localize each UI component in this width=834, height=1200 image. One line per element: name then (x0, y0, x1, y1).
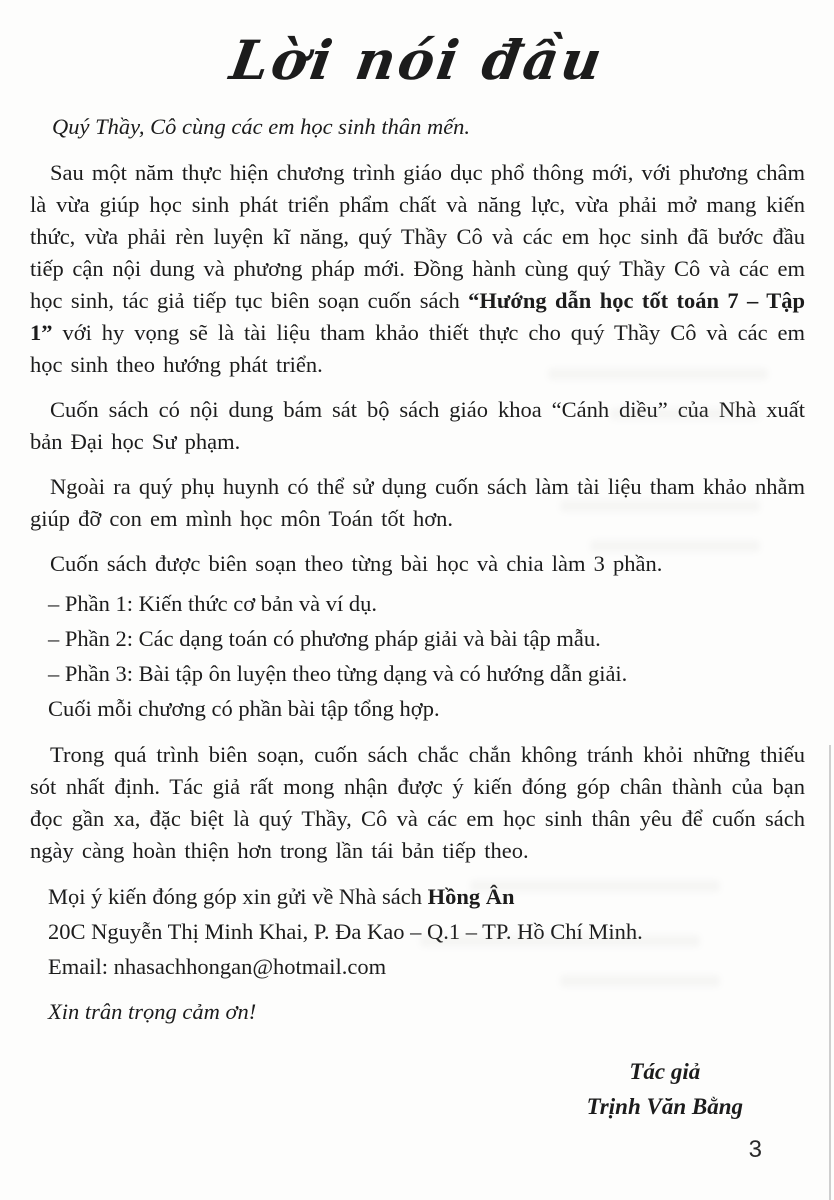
paragraph-parents: Ngoài ra quý phụ huynh có thể sử dụng cuốn sách làm tài liệu tham khảo nhằm giúp đỡ con em mình học môn Toán tốt hơn. (30, 474, 805, 531)
paragraph-feedback: Trong quá trình biên soạn, cuốn sách chắc chắn không tránh khỏi những thiếu sót nhất định. Tác giả rất mong nhận được ý kiến đóng góp chân thành của bạn đọc gần xa, đặc biệt là quý Thầy, Cô và các em học sinh thân yêu để cuốn sách ngày càng hoàn thiện hơn trong lần tái bản tiếp theo. (30, 742, 805, 863)
signature-block (587, 1054, 743, 1124)
contact-line-address: 20C Nguyễn Thị Minh Khai, P. Đa Kao – Q.1 – TP. Hồ Chí Minh. (48, 919, 643, 944)
contact-block (30, 879, 805, 984)
paragraph-intro-pre: Sau một năm thực hiện chương trình giáo dục phổ thông mới, với phương châm là vừa giúp học sinh phát triển phẩm chất và năng lực, vừa phải mở mang kiến thức, vừa phải rèn luyện kĩ năng, quý Thầy Cô và các em học sinh đã bước đầu tiếp cận nội dung và phương pháp mới. Đồng hành cùng quý Thầy Cô và các em học sinh, tác giả tiếp tục biên soạn cuốn sách (30, 160, 805, 313)
list-item-part-1: – Phần 1: Kiến thức cơ bản và ví dụ. (48, 591, 378, 616)
bleed-through-artifact (610, 408, 760, 420)
list-item-chapter-note: Cuối mỗi chương có phần bài tập tổng hợp. (48, 696, 440, 721)
bleed-through-artifact (420, 935, 700, 947)
contact-line-email: Email: nhasachhongan@hotmail.com (48, 954, 387, 979)
paragraph-intro-post: với hy vọng sẽ là tài liệu tham khảo thiết thực cho quý Thầy Cô và các em học sinh theo hướng phát triển. (30, 320, 805, 377)
list-item-part-2: – Phần 2: Các dạng toán có phương pháp giải và bài tập mẫu. (48, 626, 601, 651)
closing-line: Xin trân trọng cảm ơn! (48, 999, 257, 1024)
contact-line-bookstore-text: Mọi ý kiến đóng góp xin gửi về Nhà sách (48, 884, 428, 909)
bleed-through-artifact (560, 500, 760, 512)
book-title-inline: “Hướng dẫn học tốt toán 7 – Tập 1” (30, 288, 805, 345)
paragraph-structure: Cuốn sách được biên soạn theo từng bài học và chia làm 3 phần. (50, 551, 663, 576)
page-number: 3 (748, 1136, 762, 1163)
bleed-through-artifact (560, 975, 720, 987)
bookstore-name: Hồng Ân (427, 884, 515, 909)
list-item-part-3: – Phần 3: Bài tập ôn luyện theo từng dạng và có hướng dẫn giải. (48, 661, 628, 686)
paragraph-intro (30, 157, 805, 381)
paragraph-canh-dieu: Cuốn sách có nội dung bám sát bộ sách giáo khoa “Cánh diều” của Nhà xuất bản Đại học Sư phạm. (30, 397, 805, 454)
bleed-through-artifact (548, 368, 768, 380)
scan-edge-artifact (829, 745, 831, 1200)
signature-role: Tác giả (629, 1059, 701, 1084)
signature-name: Trịnh Văn Bằng (586, 1094, 743, 1119)
greeting-line: Quý Thầy, Cô cùng các em học sinh thân mến. (52, 114, 471, 139)
bleed-through-artifact (470, 880, 720, 892)
parts-list (30, 586, 805, 726)
bleed-through-artifact (590, 540, 760, 552)
page-title: Lời nói đầu (225, 28, 610, 92)
